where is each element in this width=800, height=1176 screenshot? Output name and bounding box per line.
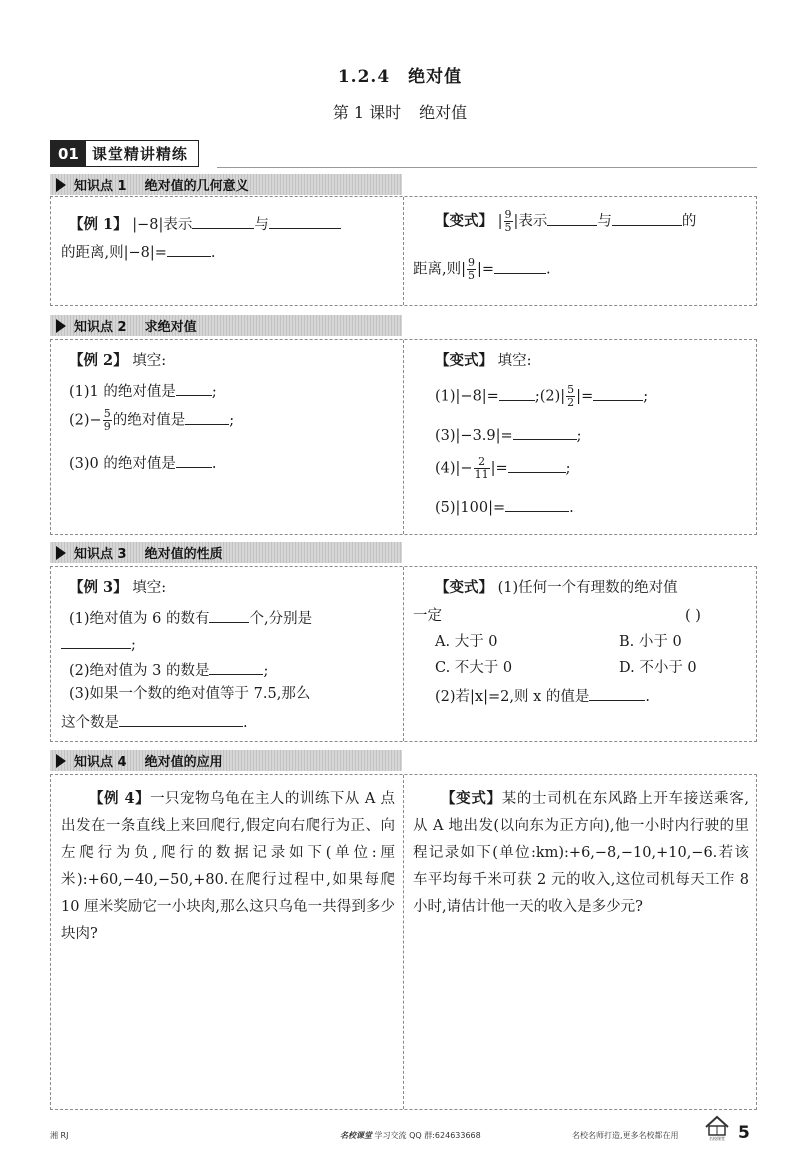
- page-number: 5: [738, 1123, 750, 1143]
- footer-slogan: 名校名师打造,更多名校都在用: [572, 1131, 679, 1140]
- answer-blank[interactable]: [176, 454, 212, 468]
- answer-blank[interactable]: [176, 382, 212, 396]
- kp1-box: 【例 1】 |−8|表示 与 的距离,则|−8|= . 【变式】 | $\frac{9}{5}$ |表示 与 的 距离,则| $\frac{9}{5}$ |= .: [50, 196, 757, 306]
- kp2-box: 【例 2】 填空: (1)1 的绝对值是 ; (2)− $\frac{5}{9}$ 的绝对值是 ; (3)0 的绝对值是 . 【变式】 填空: (1)|−8|= ;(2)| $\frac{5}{2}$ |= ; (3)|−3.9|= ; (4)|− $\frac{2}{11}$ |= ; (5)|100|= .: [50, 339, 757, 535]
- answer-blank[interactable]: [269, 215, 341, 229]
- answer-blank[interactable]: [209, 609, 249, 623]
- answer-blank[interactable]: [167, 243, 211, 257]
- answer-parentheses[interactable]: ( ): [685, 608, 701, 624]
- svg-text:名校课堂: 名校课堂: [709, 1136, 725, 1141]
- knowledge-point-header-1: 知识点 1 绝对值的几何意义: [50, 174, 402, 195]
- answer-blank[interactable]: [185, 411, 229, 425]
- page-title: 1.2.4 绝对值: [337, 67, 463, 87]
- lesson-subtitle: 第 1 课时 绝对值: [332, 103, 468, 122]
- fraction: $\frac{5}{2}$: [567, 383, 575, 409]
- footer-center: 名校课堂 学习交流 QQ 群:624633668: [340, 1131, 481, 1140]
- knowledge-point-header-3: 知识点 3 绝对值的性质: [50, 542, 402, 563]
- knowledge-point-header-2: 知识点 2 求绝对值: [50, 315, 402, 336]
- answer-blank[interactable]: [508, 459, 566, 473]
- answer-blank[interactable]: [499, 387, 535, 401]
- option-b[interactable]: B. 小于 0: [619, 634, 682, 650]
- fraction: $\frac{9}{5}$: [468, 256, 475, 282]
- fraction: $\frac{9}{5}$: [504, 208, 512, 234]
- answer-blank[interactable]: [505, 498, 569, 512]
- brand-logo-icon: [703, 1113, 731, 1141]
- section-rule: [217, 167, 757, 168]
- section-number: 01: [51, 141, 86, 166]
- fraction: $\frac{5}{9}$: [103, 407, 111, 433]
- variant-4: 【变式】某的士司机在东风路上开车接送乘客,从 A 地出发(以向东为正方向),他一小时内行驶的里程记录如下(单位:km):+6,−8,−10,+10,−6.若该车平均每千米可获 2 元的收入,这位司机每天工作 8 小时,请估计他一天的收入是多少元?: [413, 790, 750, 915]
- answer-blank[interactable]: [612, 212, 682, 226]
- answer-blank[interactable]: [593, 387, 643, 401]
- footer-edition: 湘 RJ: [50, 1131, 69, 1140]
- answer-blank[interactable]: [547, 212, 597, 226]
- triangle-icon: [56, 319, 66, 333]
- kp3-box: 【例 3】 填空: (1)绝对值为 6 的数有 个,分别是 ; (2)绝对值为 3 的数是 ; (3)如果一个数的绝对值等于 7.5,那么 这个数是 . 【变式】 (1)任何一个有理数的绝对值 一定 ( ) A. 大于 0 B. 小于 0 C. 不大于 0 D. 不小于 0 (2)若|x|=2,则 x 的值是 .: [50, 566, 757, 742]
- option-d[interactable]: D. 不小于 0: [619, 660, 697, 676]
- answer-blank[interactable]: [589, 687, 645, 701]
- triangle-icon: [56, 546, 66, 560]
- answer-blank[interactable]: [61, 635, 131, 649]
- answer-blank[interactable]: [494, 260, 546, 274]
- section-tab: [50, 140, 199, 167]
- option-c[interactable]: C. 不大于 0: [435, 660, 513, 676]
- example-4: 【例 4】一只宠物乌龟在主人的训练下从 A 点出发在一条直线上来回爬行,假定向右爬行为正、向左爬行为负,爬行的数据记录如下(单位:厘米):+60,−40,−50,+80.在爬行过程中,如果每爬 10 厘米奖励它一小块肉,那么这只乌龟一共得到多少块肉?: [61, 790, 395, 942]
- answer-blank[interactable]: [192, 215, 254, 229]
- answer-blank[interactable]: [119, 713, 243, 727]
- option-a[interactable]: A. 大于 0: [435, 634, 498, 650]
- kp4-box: [50, 774, 757, 1110]
- triangle-icon: [56, 754, 66, 768]
- fraction: $\frac{2}{11}$: [474, 455, 489, 481]
- answer-blank[interactable]: [209, 661, 263, 675]
- knowledge-point-header-4: 知识点 4 绝对值的应用: [50, 750, 402, 771]
- answer-blank[interactable]: [513, 426, 577, 440]
- section-title: 课堂精讲精练: [91, 145, 188, 163]
- triangle-icon: [56, 178, 66, 192]
